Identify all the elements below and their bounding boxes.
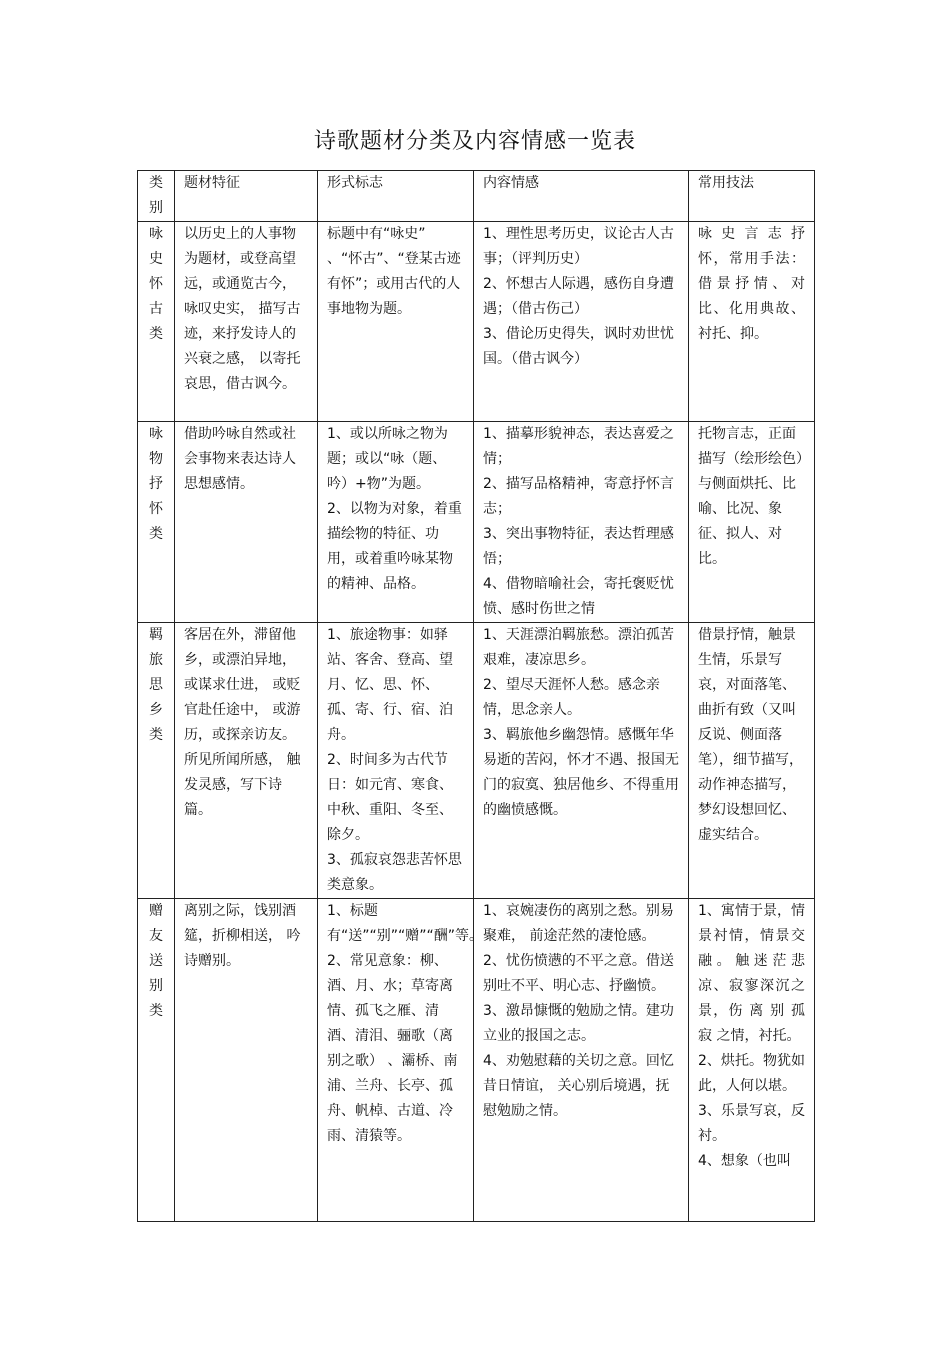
row-techniques <box>689 899 815 1222</box>
form-item: 2、常见意象：柳、酒、月、水；草寄离情、孤飞之雁、清酒、清泪、骊歌（离别之歌） 、灞桥、南浦、兰舟、长亭、孤舟、帆棹、古道、冷雨、清猿等。 <box>327 953 458 1144</box>
row-form <box>318 899 484 1222</box>
technique-item: 借景抒情，触景生情，乐景写哀，对面落笔、曲折有致（又叫反说、侧面落笔），细节描写，动作神态描写，梦幻设想回忆、虚实结合。 <box>698 627 803 843</box>
content-item: 2、描写品格精神，寄意抒怀言志； <box>483 476 674 517</box>
category-char: 咏 <box>149 426 163 442</box>
table-row <box>138 222 815 422</box>
header-category-char: 类 <box>149 175 163 191</box>
form-item: 3、孤寂哀怨悲苦怀思类意象。 <box>327 852 462 893</box>
category-char: 羁 <box>149 627 163 643</box>
form-item: 1、或以所咏之物为题；或以“咏（题、吟）+物”为题。 <box>327 426 448 492</box>
row-content <box>474 623 689 899</box>
form-item: 2、时间多为古代节日：如元宵、寒食、中秋、重阳、冬至、除夕。 <box>327 752 453 843</box>
row-category <box>138 422 175 623</box>
row-features: 以历史上的人事物为题材，或登高望远，或通览古今，咏叹史实， 描写古迹，来抒发诗人的兴衰之感， 以寄托哀思，借古讽今。 <box>175 222 318 422</box>
content-item: 4、劝勉慰藉的关切之意。回忆昔日情谊， 关心别后境遇，抚慰勉励之情。 <box>483 1053 674 1119</box>
content-item: 3、羁旅他乡幽怨情。感慨年华易逝的苦闷，怀才不遇、报国无门的寂寞、独居他乡、不得重用的幽愤感慨。 <box>483 727 679 818</box>
content-item: 1、天涯漂泊羁旅愁。漂泊孤苦艰难，凄凉思乡。 <box>483 627 674 668</box>
form-item: 1、旅途物事：如驿站、客舍、登高、望月、忆、思、怀、孤、寄、行、宿、泊舟。 <box>327 627 453 743</box>
table-row <box>138 899 815 1222</box>
row-category <box>138 623 175 899</box>
category-char: 别 <box>149 978 163 994</box>
poetry-genre-table <box>137 170 815 1222</box>
content-item: 1、哀婉凄伤的离别之愁。别易聚难， 前途茫然的凄怆感。 <box>483 903 674 944</box>
content-item: 3、激昂慷慨的勉励之情。建功立业的报国之志。 <box>483 1003 674 1044</box>
category-char: 类 <box>149 1003 163 1019</box>
document-title: 诗歌题材分类及内容情感一览表 <box>313 129 636 154</box>
row-category <box>138 222 175 422</box>
category-char: 怀 <box>149 501 163 517</box>
row-techniques <box>689 422 815 623</box>
technique-item: 1、寓情于景，情景衬情，情景交融。触迷茫悲凉、寂寥深沉之景，伤 离 别 孤 寂 之情，衬托。 <box>698 903 805 1044</box>
row-content <box>474 899 689 1222</box>
row-features: 客居在外，滞留他乡，或漂泊异地，或谋求仕进， 或贬官赴任途中， 或游历，或探亲访友。所见所闻所感， 触发灵感，写下诗篇。 <box>175 623 318 899</box>
row-features: 借助吟咏自然或社会事物来表达诗人思想感情。 <box>175 422 318 623</box>
row-form <box>318 222 474 422</box>
form-item: 1、标题有“送”“别”“赠”“酬”等。 <box>327 903 484 944</box>
technique-item: 咏 史 言 志 抒怀，常用手法：借景抒情、对比、化用典故、衬托、抑。 <box>698 226 805 342</box>
category-char: 抒 <box>149 476 163 492</box>
form-item: 2、以物为对象，着重描绘物的特征、功用，或着重吟咏某物的精神、品格。 <box>327 501 462 592</box>
content-item: 1、理性思考历史，议论古人古事；（评判历史） <box>483 226 674 267</box>
category-char: 乡 <box>149 702 163 718</box>
table-header-row <box>138 171 815 222</box>
category-char: 史 <box>149 251 163 267</box>
row-content <box>474 222 689 422</box>
header-category <box>138 171 175 222</box>
technique-item: 托物言志，正面描写（绘形绘色）与侧面烘托、比喻、比况、象征、拟人、对比。 <box>698 426 803 567</box>
category-char: 送 <box>149 953 163 969</box>
header-techniques: 常用技法 <box>689 171 815 222</box>
content-item: 3、突出事物特征，表达哲理感悟； <box>483 526 674 567</box>
content-item: 2、怀想古人际遇，感伤自身遭遇；（借古伤己） <box>483 276 674 317</box>
row-techniques <box>689 623 815 899</box>
row-features: 离别之际，饯别酒筵，折柳相送， 吟诗赠别。 <box>175 899 318 1222</box>
form-item: 标题中有“咏史” 、“怀古”、“登某古迹有怀”；或用古代的人事地物为题。 <box>327 226 461 317</box>
row-category <box>138 899 175 1222</box>
category-char: 旅 <box>149 652 163 668</box>
category-char: 怀 <box>149 276 163 292</box>
row-techniques <box>689 222 815 422</box>
header-form: 形式标志 <box>318 171 474 222</box>
technique-item: 2、烘托。物犹如此，人何以堪。 <box>698 1053 805 1094</box>
row-content <box>474 422 689 623</box>
category-char: 思 <box>149 677 163 693</box>
technique-item: 4、想象（也叫 <box>698 1153 791 1169</box>
category-char: 赠 <box>149 903 163 919</box>
category-char: 物 <box>149 451 163 467</box>
technique-item: 3、乐景写哀，反衬。 <box>698 1103 805 1144</box>
header-content: 内容情感 <box>474 171 689 222</box>
content-item: 1、描摹形貌神态，表达喜爱之情； <box>483 426 674 467</box>
category-char: 古 <box>149 301 163 317</box>
content-item: 2、望尽天涯怀人愁。感念亲情，思念亲人。 <box>483 677 660 718</box>
table-row <box>138 623 815 899</box>
header-features: 题材特征 <box>175 171 318 222</box>
category-char: 类 <box>149 727 163 743</box>
header-category-char: 别 <box>149 200 163 216</box>
table-row <box>138 422 815 623</box>
category-char: 咏 <box>149 226 163 242</box>
row-form <box>318 623 474 899</box>
category-char: 类 <box>149 526 163 542</box>
category-char: 友 <box>149 928 163 944</box>
content-item: 4、借物暗喻社会，寄托褒贬忧愤、感时伤世之情 <box>483 576 674 617</box>
category-char: 类 <box>149 326 163 342</box>
content-item: 3、借论历史得失，讽时劝世忧国。（借古讽今） <box>483 326 674 367</box>
row-form <box>318 422 474 623</box>
content-item: 2、忧伤愤懑的不平之意。借送别吐不平、明心志、抒幽愤。 <box>483 953 674 994</box>
